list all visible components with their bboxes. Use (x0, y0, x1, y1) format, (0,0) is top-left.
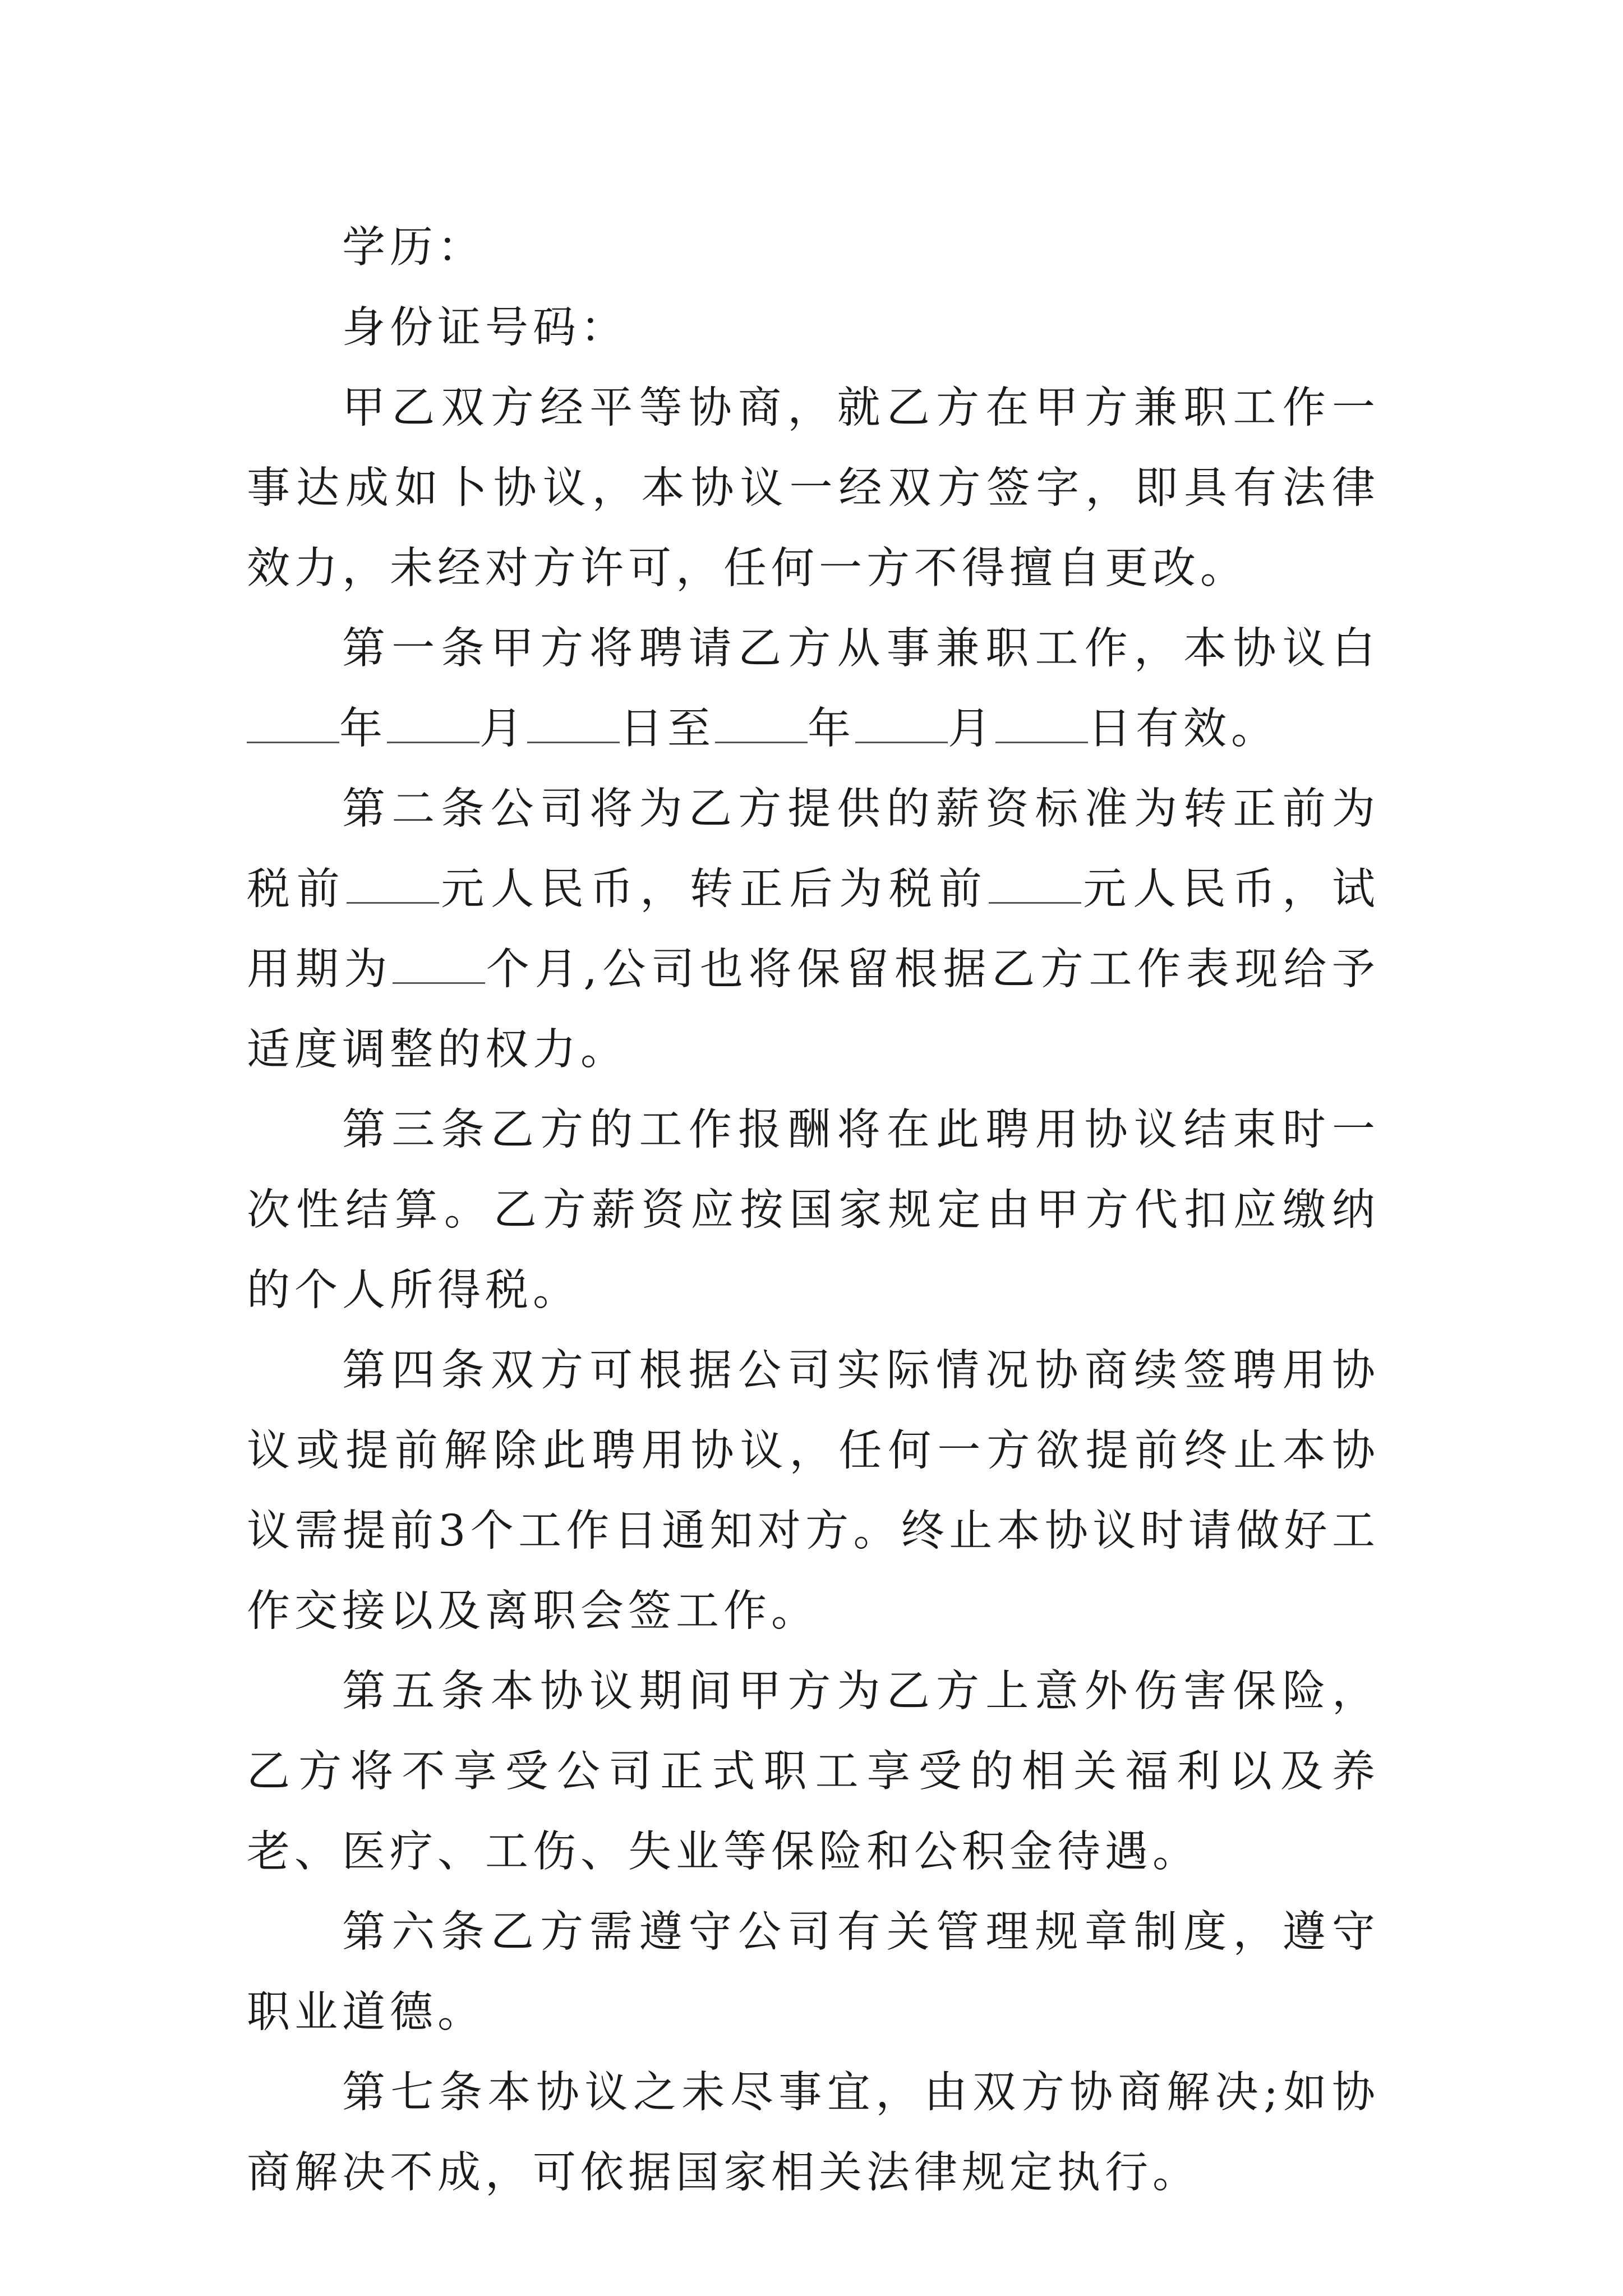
document-body (247, 208, 1380, 2213)
fill-in-blank (715, 707, 808, 743)
fill-in-blank (995, 707, 1088, 743)
fill-in-blank (247, 707, 339, 743)
article-3: 第三条乙方的工作报酬将在此聘用协议结束时一次性结算。乙方薪资应按国家规定由甲方代扣应缴纳的个人所得税。 (247, 1105, 1380, 1315)
fill-in-blank (387, 707, 479, 743)
article-2: 第二条公司将为乙方提供的薪资标准为转正前为税前 元人民币，转正后为税前 元人民币，试用期为 个月,公司也将保留根据乙方工作表现给予适度调整的权力。 (247, 784, 1380, 1075)
fill-in-blank (347, 867, 439, 904)
fill-in-blank (855, 707, 948, 743)
fill-in-blank (527, 707, 620, 743)
article-1: 第一条甲方将聘请乙方从事兼职工作，本协议白年 月 日至 年 月 日有效。 (247, 609, 1380, 769)
article-5: 第五条本协议期间甲方为乙方上意外伤害保险，乙方将不享受公司正式职工享受的相关福利以及养老、医疗、工伤、失业等保险和公积金待遇。 (247, 1667, 1380, 1877)
education-field: 学历： (342, 223, 485, 273)
article-7: 第七条本协议之未尽事宜，由双方协商解决;如协商解决不成，可依据国家相关法律规定执行。 (247, 2068, 1380, 2198)
fill-in-blank (393, 947, 485, 984)
id-number-field: 身份证号码： (342, 303, 628, 353)
preamble-paragraph: 甲乙双方经平等协商，就乙方在甲方兼职工作一事达成如卜协议，本协议一经双方签字，即具有法律效力，未经对方许可，任何一方不得擅自更改。 (247, 383, 1380, 593)
article-4: 第四条双方可根据公司实际情况协商续签聘用协议或提前解除此聘用协议，任何一方欲提前终止本协议需提前3个工作日通知对方。终止本协议时请做好工作交接以及离职会签工作。 (247, 1346, 1380, 1636)
article-6: 第六条乙方需遵守公司有关管理规章制度，遵守职业道德。 (247, 1907, 1380, 2037)
fill-in-blank (989, 867, 1081, 904)
